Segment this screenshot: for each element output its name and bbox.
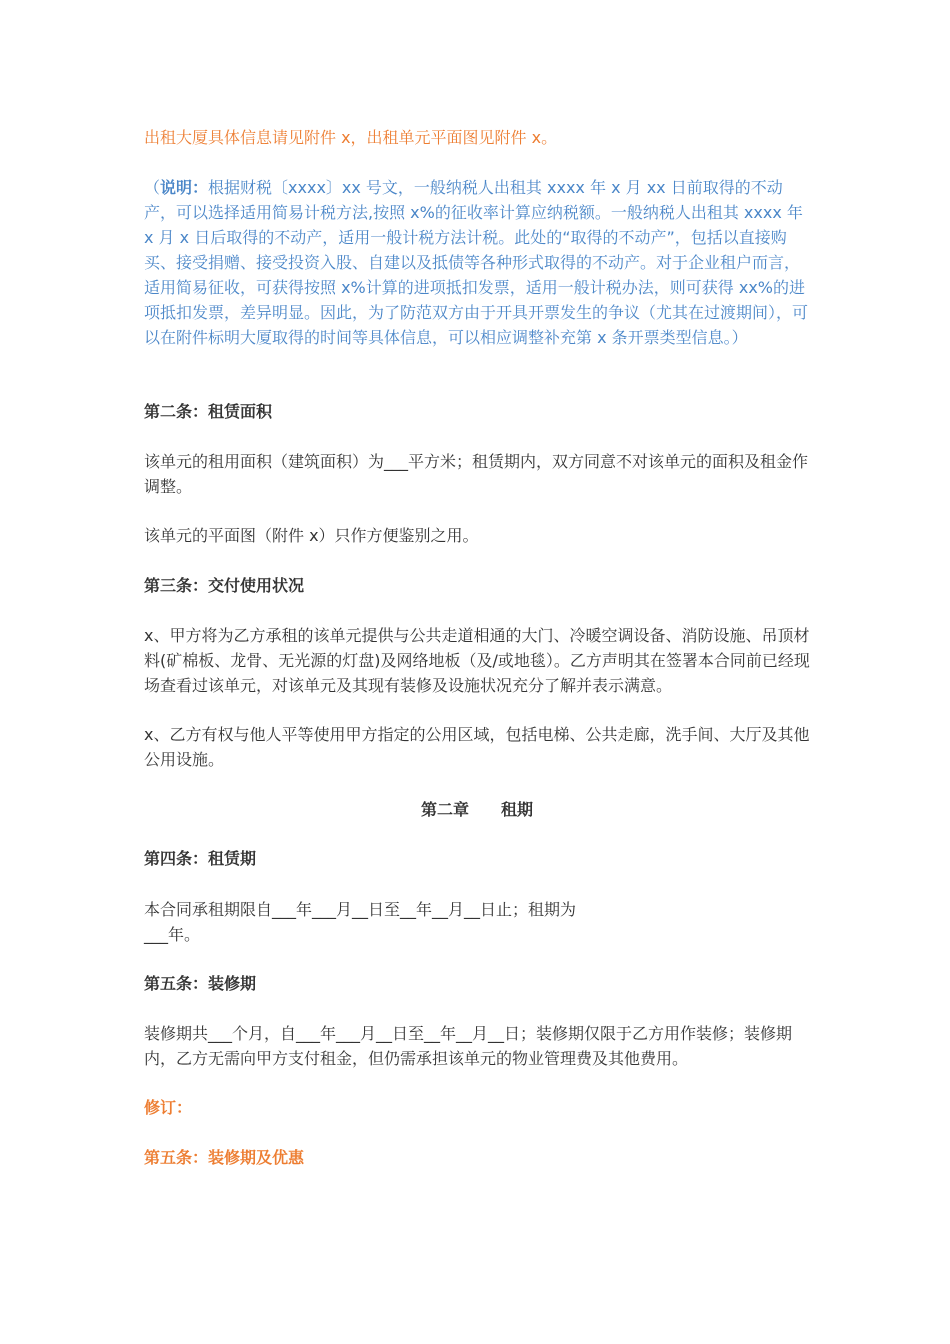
article5-heading: 第五条：装修期 (144, 974, 257, 993)
article3-heading: 第三条：交付使用状况 (144, 576, 305, 595)
article2-para1: 该单元的租用面积（建筑面积）为___平方米；租赁期内，双方同意不对该单元的面积及租金作调整。 (144, 452, 809, 496)
article4-line2: ___年。 (144, 925, 201, 944)
article3-para2: x、乙方有权与他人平等使用甲方指定的公用区域，包括电梯、公共走廊，洗手间、大厅及其他公用设施。 (144, 725, 810, 769)
article2-para2: 该单元的平面图（附件 x）只作方便鉴别之用。 (144, 526, 479, 545)
tax-note (144, 175, 810, 350)
article2-heading: 第二条：租赁面积 (144, 402, 273, 421)
article4-line1: 本合同承租期限自___年___月__日至__年__月__日止；租期为 (144, 900, 577, 919)
tax-note-open: （ (144, 178, 161, 197)
article5-para1: 装修期共___个月，自___年___月__日至__年__月__日；装修期仅限于乙方用作装修；装修期内，乙方无需向甲方支付租金，但仍需承担该单元的物业管理费及其他费用。 (144, 1024, 793, 1068)
tax-note-text: 根据财税〔xxxx〕xx 号文，一般纳税人出租其 xxxx 年 x 月 xx 日前取得的不动产，可以选择适用简易计税方法,按照 x%的征收率计算应纳税额。一般纳税人出租其 xxxx 年 x 月 x 日后取得的不动产，适用一般计税方法计税。此处的“取得的不动产”，包括以直接购买、接受捐赠、接受投资入股、自建以及抵债等各种形式取得的不动产。对于企业租户而言，适用简易征收，可获得按照 x%计算的进项抵扣发票，适用一般计税办法，则可获得 xx%的进项抵扣发票，差异明显。因此，为了防范双方由于开具开票发生的争议（尤其在过渡期间），可以在附件标明大厦取得的时间等具体信息，可以相应调整补充第 x 条开票类型信息。） (144, 178, 809, 347)
article4-heading: 第四条：租赁期 (144, 849, 257, 868)
article3-para1: x、甲方将为乙方承租的该单元提供与公共走道相通的大门、冷暖空调设备、消防设施、吊顶材料(矿棉板、龙骨、无光源的灯盘)及网络地板（及/或地毯）。乙方声明其在签署本合同前已经现场查看过该单元，对该单元及其现有装修及设施状况充分了解并表示满意。 (144, 626, 810, 695)
chapter2-number: 第二章 (420, 800, 469, 819)
intro-line: 出租大厦具体信息请见附件 x，出租单元平面图见附件 x。 (144, 128, 558, 147)
tax-note-label: 说明： (160, 178, 209, 197)
chapter2-name: 租期 (501, 800, 534, 819)
revision-label: 修订： (144, 1098, 193, 1117)
chapter2-title (144, 797, 810, 822)
revision-heading: 第五条：装修期及优惠 (144, 1148, 305, 1167)
